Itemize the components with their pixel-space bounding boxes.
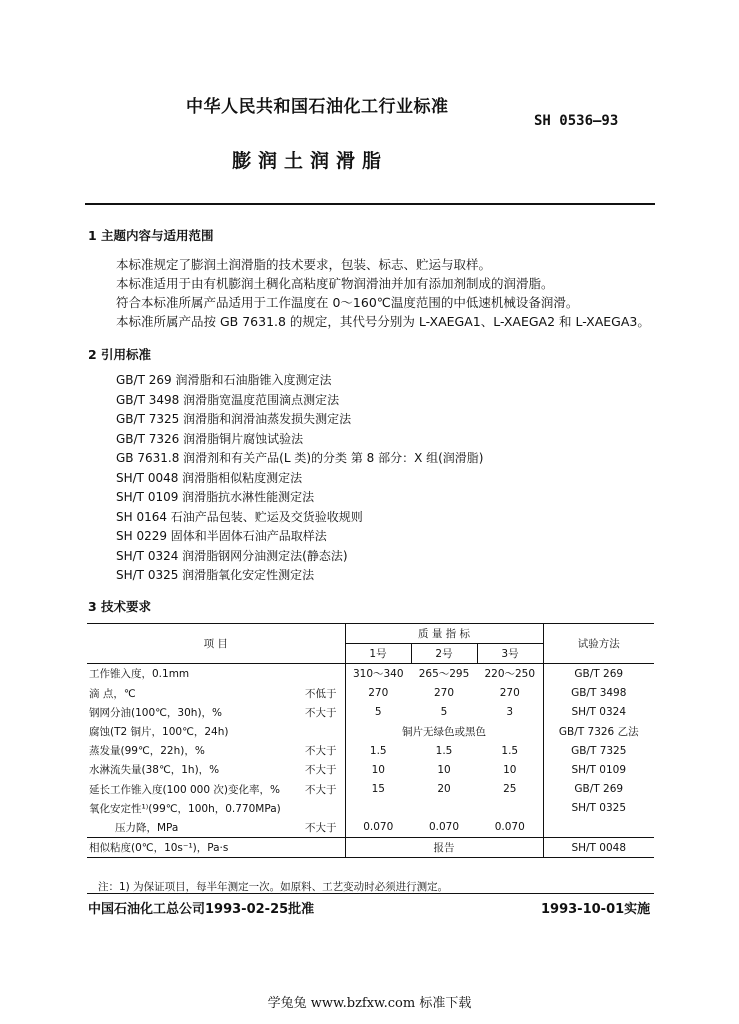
row-method: GB/T 7325: [543, 741, 654, 760]
reference-item: GB/T 3498 润滑脂宽温度范围滴点测定法: [116, 392, 340, 407]
header-item: 项 目: [203, 638, 228, 651]
reference-item: SH 0229 固体和半固体石油产品取样法: [116, 529, 327, 543]
row-limit: 不大于: [305, 783, 337, 796]
row-method: GB/T 7326 乙法: [543, 722, 654, 741]
table-row: [87, 684, 654, 703]
table-row: [87, 703, 654, 722]
row-item: 延长工作锥入度(100 000 次)变化率，%: [89, 783, 280, 796]
row-item: 压力降，MPa: [115, 821, 179, 834]
row-value: 1.5: [435, 744, 453, 757]
section-1-heading: 1 主题内容与适用范围: [88, 228, 214, 243]
row-value: 1.5: [345, 741, 411, 760]
row-value: 10: [345, 760, 411, 779]
row-item: 相似粘度(0℃，10s⁻¹)，Pa·s: [89, 842, 229, 855]
header-grade-2: 2号: [411, 644, 477, 664]
paragraph: 本标准所属产品按 GB 7631.8 的规定，其代号分别为 L-XAEGA1、L-XAEGA2 和 L-XAEGA3。: [116, 314, 650, 329]
paragraph: 本标准适用于由有机膨润土稠化高粘度矿物润滑油并加有添加剂制成的润滑脂。: [116, 276, 554, 291]
row-limit: [287, 722, 345, 741]
row-value: 10: [503, 763, 517, 776]
row-value: 0.070: [494, 821, 525, 834]
row-limit: [287, 664, 345, 684]
header-method: 试验方法: [543, 624, 654, 664]
standard-number: SH 0536—93: [534, 113, 619, 129]
section-3-heading: 3 技术要求: [88, 599, 152, 614]
row-value: 10: [437, 763, 451, 776]
row-value: [345, 799, 411, 818]
header-quality: 质 量 指 标: [345, 624, 543, 644]
row-value: 0.070: [345, 818, 411, 838]
row-item: 水淋流失量(38℃，1h)，%: [89, 764, 220, 777]
row-value: [477, 799, 543, 818]
row-method: [543, 818, 654, 838]
reference-item: GB/T 7326 润滑脂铜片腐蚀试验法: [116, 431, 304, 446]
row-method: GB/T 269: [543, 664, 654, 684]
row-method: SH/T 0325: [543, 799, 654, 818]
paragraph: 本标准规定了膨润土润滑脂的技术要求，包装、标志、贮运与取样。: [116, 257, 492, 272]
table-row: [87, 780, 654, 799]
row-item: 氧化安定性¹⁾(99℃，100h，0.770MPa): [89, 802, 281, 815]
row-value: 220～250: [484, 668, 536, 681]
row-item: 滴 点，℃: [89, 687, 136, 700]
row-item: 钢网分油(100℃，30h)，%: [89, 706, 223, 719]
reference-item: SH/T 0109 润滑脂抗水淋性能测定法: [116, 490, 315, 504]
technical-requirements-table: [87, 623, 654, 858]
document-title: 膨润土润滑脂: [232, 150, 389, 172]
row-merged-value: 报告: [345, 838, 543, 858]
row-method: GB/T 3498: [543, 684, 654, 703]
row-limit: 不大于: [305, 821, 337, 834]
row-limit: 不大于: [305, 706, 337, 719]
row-value: 3: [506, 706, 514, 719]
row-value: 15: [345, 780, 411, 799]
row-value: 265～295: [418, 668, 470, 681]
row-item: 腐蚀(T2 铜片，100℃，24h): [89, 726, 229, 739]
reference-item: GB 7631.8 润滑剂和有关产品(L 类)的分类 第 8 部分：X 组(润滑脂): [116, 451, 484, 465]
reference-list: [116, 371, 484, 586]
row-value: 270: [433, 687, 455, 700]
table-row: [87, 722, 654, 741]
footer-rule: [87, 893, 654, 894]
org-title: 中华人民共和国石油化工行业标准: [186, 97, 449, 117]
row-value: 270: [499, 687, 520, 700]
table-row: [87, 760, 654, 779]
reference-item: SH/T 0324 润滑脂钢网分油测定法(静态法): [116, 548, 348, 563]
reference-item: SH/T 0325 润滑脂氧化安定性测定法: [116, 568, 315, 582]
table-row: [87, 818, 654, 838]
row-value: 5: [440, 706, 448, 719]
reference-item: SH 0164 石油产品包装、贮运及交货验收规则: [116, 509, 363, 524]
row-value: 25: [503, 783, 517, 796]
row-value: 1.5: [501, 744, 519, 757]
table-note: 注：1) 为保证项目，每半年测定一次。如原料、工艺变动时必须进行测定。: [98, 881, 449, 893]
table-row: [87, 799, 654, 818]
row-method: SH/T 0324: [543, 703, 654, 722]
row-limit: 不低于: [305, 687, 337, 700]
row-value: 20: [437, 783, 451, 796]
row-value: 310～340: [345, 664, 411, 684]
header-grade-3: 3号: [477, 644, 543, 664]
table-row: [87, 838, 654, 858]
row-method: SH/T 0048: [543, 838, 654, 858]
section-1-body: [116, 255, 650, 331]
row-method: GB/T 269: [543, 780, 654, 799]
row-value: 5: [345, 703, 411, 722]
row-item: 工作锥入度，0.1mm: [89, 668, 190, 681]
table-row: [87, 664, 654, 684]
row-method: SH/T 0109: [543, 760, 654, 779]
row-limit: 不大于: [305, 745, 337, 758]
row-merged-value: 铜片无绿色或黑色: [345, 722, 543, 741]
row-item: 蒸发量(99℃，22h)，%: [89, 745, 205, 758]
row-value: 270: [345, 684, 411, 703]
header-rule: [85, 203, 655, 205]
row-limit: [287, 838, 345, 858]
table-row: [87, 741, 654, 760]
header-grade-1: 1号: [345, 644, 411, 664]
reference-item: GB/T 7325 润滑脂和润滑油蒸发损失测定法: [116, 412, 352, 426]
paragraph: 符合本标准所属产品适用于工作温度在 0～160℃温度范围的中低速机械设备润滑。: [116, 295, 579, 310]
row-limit: 不大于: [305, 764, 337, 777]
reference-item: GB/T 269 润滑脂和石油脂锥入度测定法: [116, 373, 332, 387]
section-2-heading: 2 引用标准: [88, 347, 152, 362]
row-limit: [287, 799, 345, 818]
reference-item: SH/T 0048 润滑脂相似粘度测定法: [116, 470, 303, 485]
row-value: [411, 799, 477, 818]
row-value: 0.070: [428, 821, 460, 834]
watermark-text: 学兔兔 www.bzfxw.com 标准下载: [267, 996, 472, 1011]
effective-date: 1993-10-01实施: [541, 902, 651, 917]
approval-line: 中国石油化工总公司1993-02-25批准: [88, 902, 315, 917]
